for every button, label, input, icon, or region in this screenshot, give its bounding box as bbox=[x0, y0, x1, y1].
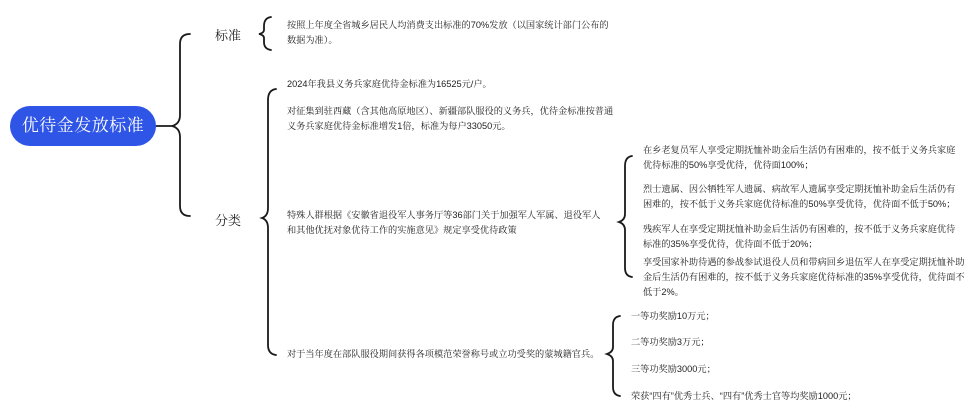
special-group-disabled-soldiers: 残疾军人在享受定期抚恤补助金后生活仍有困难的，按不低于义务兵家庭优待标准的35%享受优待，优待面不低于20%； bbox=[643, 224, 956, 249]
award-outstanding-soldier: 荣获“四有”优秀士兵、“四有”优秀士官等均奖励1000元； bbox=[631, 391, 857, 401]
award-third-class: 三等功奖励3000元； bbox=[631, 364, 716, 374]
category-item-special-groups: 特殊人群根据《安徽省退役军人事务厅等36部门关于加强军人军属、退役军人和其他优抚对象优待工作的实施意见》规定享受优待政策 bbox=[287, 210, 601, 235]
root-brace bbox=[172, 34, 190, 216]
award-first-class: 一等功奖励10万元； bbox=[631, 311, 715, 321]
award-second-class: 二等功奖励3万元； bbox=[631, 337, 710, 347]
special-group-elderly-veterans: 在乡老复员军人享受定期抚恤补助金后生活仍有困难的，按不低于义务兵家庭优待标准的50%享受优待，优待面100%； bbox=[643, 145, 956, 170]
special-groups-brace bbox=[619, 156, 632, 277]
category-item-standard-amount: 2024年我县义务兵家庭优待金标准为16525元/户。 bbox=[287, 79, 492, 89]
standard-description: 按照上年度全省城乡居民人均消费支出标准的70%发放（以国家统计部门公布的数据为准）。 bbox=[287, 20, 609, 45]
category-brace bbox=[262, 89, 276, 355]
branch-category-label[interactable]: 分类 bbox=[215, 213, 242, 228]
special-group-martyr-families: 烈士遗属、因公牺牲军人遗属、病故军人遗属享受定期抚恤补助金后生活仍有困难的，按不低于义务兵家庭优待标准的50%享受优待，优待面不低于50%； bbox=[643, 184, 956, 209]
branch-standard-label[interactable]: 标准 bbox=[215, 28, 242, 43]
special-group-combat-veterans: 享受国家补助待遇的参战参试退役人员和带病回乡退伍军人在享受定期抚恤补助金后生活仍有困难的，按不低于义务兵家庭优待标准的35%享受优待，优待面不低于2%。 bbox=[643, 257, 965, 297]
root-node[interactable]: 优待金发放标准 bbox=[10, 106, 156, 146]
standard-brace bbox=[259, 17, 271, 50]
category-item-plateau-allowance: 对征集到驻西藏（含其他高原地区）、新疆部队服役的义务兵，优待金标准按普通义务兵家庭优待金标准增发1倍，标准为每户33050元。 bbox=[287, 106, 614, 131]
category-item-honored-soldiers: 对于当年度在部队服役期间获得各项模范荣誉称号或立功受奖的蒙城籍官兵。 bbox=[287, 349, 600, 359]
